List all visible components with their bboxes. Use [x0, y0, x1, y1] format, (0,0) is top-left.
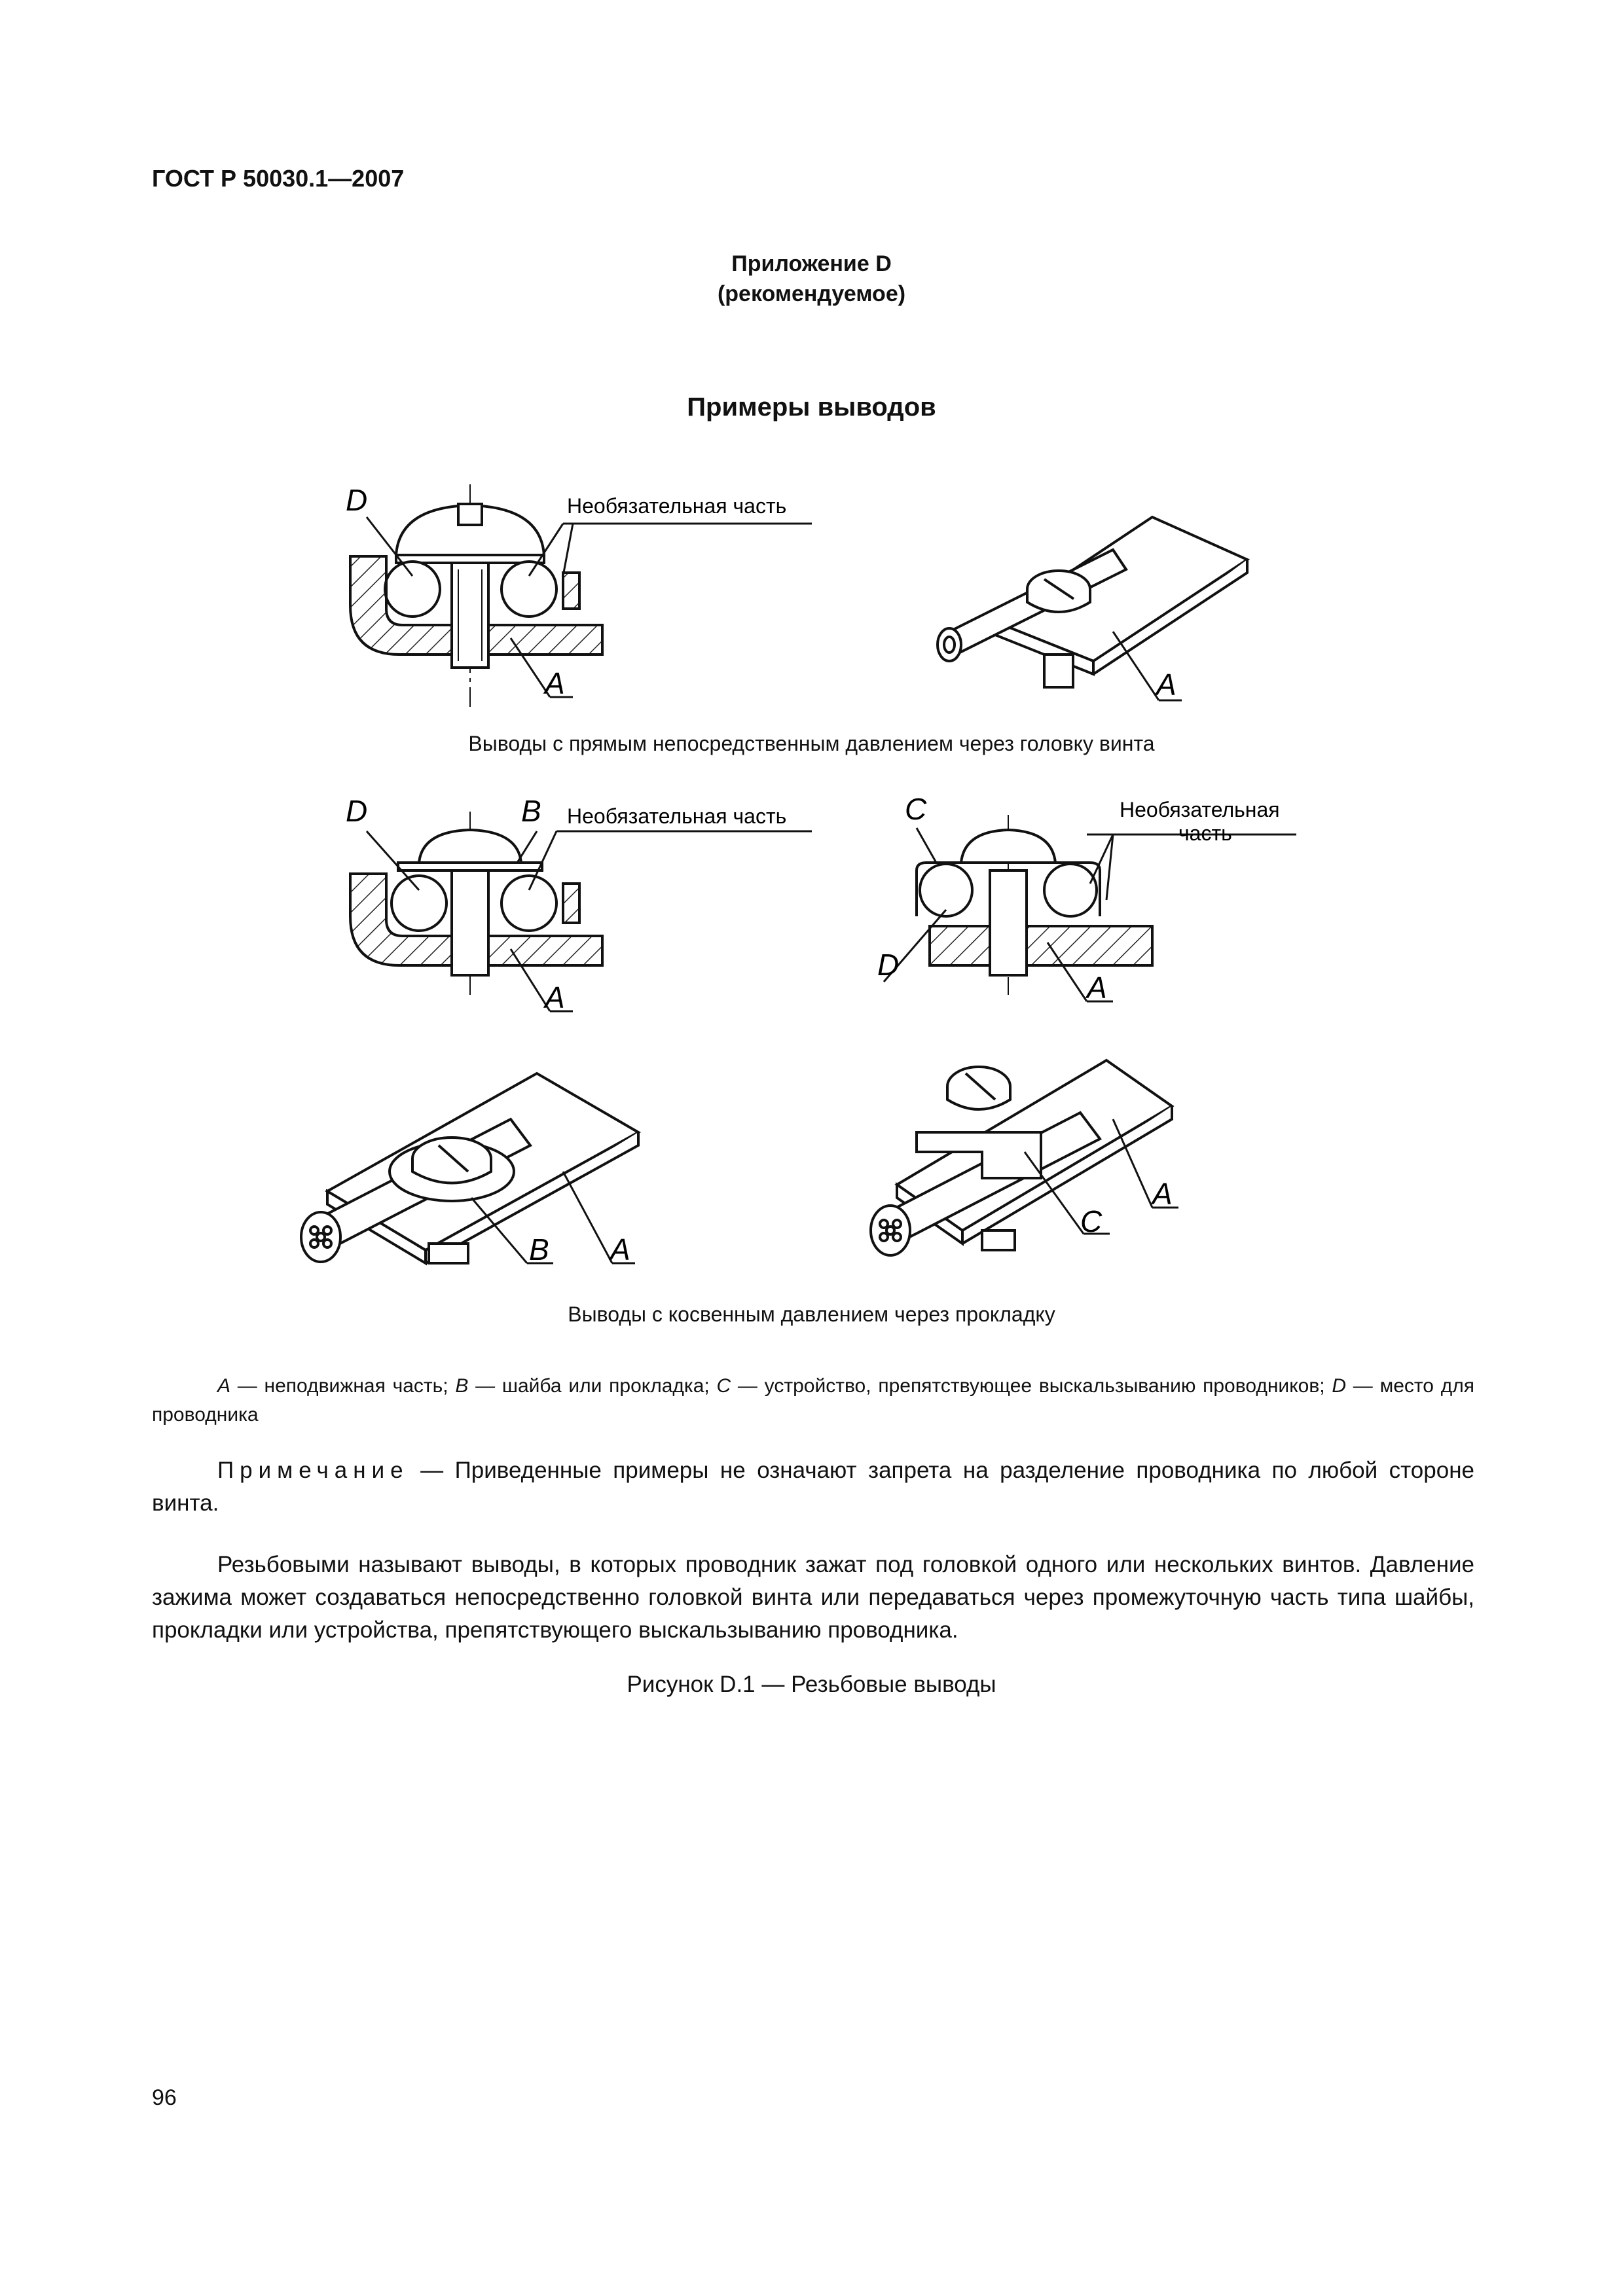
section-title: Примеры выводов	[687, 393, 936, 422]
washer-section-drawing	[350, 812, 812, 1011]
label-optional-part-line1: Необязательная	[1120, 798, 1280, 821]
label-c: C	[1080, 1204, 1103, 1238]
label-a: A	[1087, 971, 1107, 1005]
caption-indirect-pressure: Выводы с косвенным давлением через прокладку	[568, 1302, 1055, 1326]
legend-text-a: — неподвижная часть;	[230, 1375, 456, 1397]
label-optional-part: Необязательная часть	[567, 804, 787, 828]
label-a: A	[545, 980, 565, 1014]
direct-pressure-section-drawing	[350, 484, 812, 707]
page-number: 96	[152, 2085, 177, 2110]
label-d: D	[346, 483, 368, 517]
legend-key-c: C	[716, 1375, 731, 1397]
note-text: — Приведенные примеры не означают запрета на разделение проводника по любой стороне винта.	[152, 1458, 1474, 1516]
label-b: B	[521, 794, 541, 828]
label-b: B	[529, 1232, 549, 1266]
label-optional-part: Необязательная часть	[567, 494, 787, 518]
legend-key-d: D	[1332, 1375, 1347, 1397]
definition-paragraph: Резьбовыми называют выводы, в которых проводник зажат под головкой одного или нескольких винтов. Давление зажима может создаваться непосредственно головкой винта или передаваться через промежуточную часть типа шайбы, прокладки или устройства, препятствующего выскальзыванию проводника.	[152, 1552, 1474, 1643]
legend-text-c: — устройство, препятствующее выскальзыванию проводников;	[731, 1375, 1332, 1397]
label-a: A	[610, 1232, 630, 1266]
document-code: ГОСТ Р 50030.1—2007	[152, 165, 405, 192]
legend-key-a: A	[217, 1375, 231, 1397]
label-d: D	[877, 948, 900, 982]
label-c: C	[905, 792, 927, 826]
label-d: D	[346, 794, 368, 828]
direct-pressure-isometric-drawing	[938, 517, 1247, 700]
appendix-status: (рекомендуемое)	[717, 281, 906, 306]
label-a: A	[1156, 668, 1176, 702]
legend-text-d: — место для проводника	[152, 1375, 1474, 1426]
note-label: Примечание	[217, 1458, 409, 1483]
figure-legend	[152, 1372, 1474, 1429]
label-a: A	[1152, 1177, 1173, 1211]
appendix-title: Приложение D	[731, 251, 892, 276]
legend-key-b: B	[455, 1375, 469, 1397]
label-optional-part-line2: часть	[1178, 821, 1232, 845]
legend-text-b: — шайба или прокладка;	[468, 1375, 717, 1397]
note-paragraph	[152, 1454, 1474, 1520]
washer-isometric-drawing	[301, 1073, 638, 1263]
figure-caption: Рисунок D.1 — Резьбовые выводы	[627, 1672, 996, 1697]
label-a: A	[545, 666, 565, 700]
anti-slip-isometric-drawing	[871, 1060, 1178, 1255]
caption-direct-pressure: Выводы с прямым непосредственным давлением через головку винта	[468, 732, 1155, 755]
